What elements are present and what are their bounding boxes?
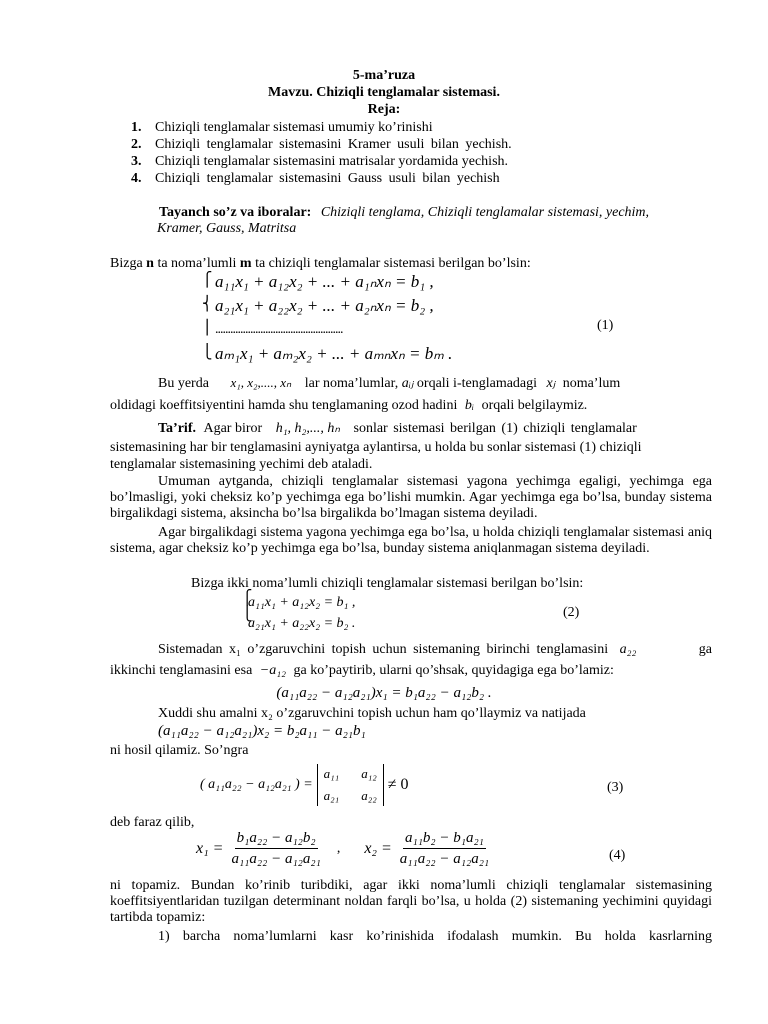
keywords-label: Tayanch so’z va iboralar: xyxy=(159,205,312,220)
text: Agar biror xyxy=(203,421,263,436)
plan-item xyxy=(131,120,433,136)
intro-n: n xyxy=(146,256,154,271)
solution-values: h₁, h₂,..., hₙ xyxy=(275,421,340,436)
plan-item-number: 3. xyxy=(131,154,142,169)
paragraph-notation xyxy=(158,375,620,392)
text: ikkinchi tenglamasini esa xyxy=(110,663,253,678)
text: Bu yerda xyxy=(158,376,209,391)
cramer-formulas xyxy=(196,830,491,867)
text: Sistemadan x₁ o’zgaruvchini topish uchun sistemaning birinchi tenglamasini xyxy=(158,642,609,657)
cramer-x1-denominator: a₁₁a₂₂ − a₁₂a₂₁ xyxy=(231,851,321,867)
definition-line3: tenglamalar sistemasining yechimi deb ataladi. xyxy=(110,457,373,472)
keywords xyxy=(159,205,649,221)
system2-row: a₂₁x₁ + a₂₂x₂ = b₂ . xyxy=(248,616,356,631)
var-xj: xⱼ xyxy=(546,376,556,391)
cramer-x1-label: x₁ = xyxy=(196,839,224,857)
paragraph-similarly: Xuddi shu amalni x₂ o’zgaruvchini topish uchun ham qo’llaymiz va natijada xyxy=(158,706,586,721)
lecture-topic: Mavzu. Chiziqli tenglamalar sistemasi. xyxy=(268,85,500,100)
cramer-x1-numerator: b₁a₂₂ − a₁₂b₂ xyxy=(235,830,318,849)
plan-item-number: 2. xyxy=(131,137,142,152)
cramer-x2-label: x₂ = xyxy=(364,839,392,857)
keywords-list: Chiziqli tenglama, Chiziqli tenglamalar sistemasi, yechim, xyxy=(320,205,650,220)
text: orqali i-tenglamadagi xyxy=(416,376,538,391)
system1-brace: ⎧ ⎨ ⎪ ⎩ xyxy=(202,272,213,360)
system1-row: a₁₁x₁ + a₁₂x₂ + ... + a₁ₙxₙ = b₁ , xyxy=(215,272,434,291)
determinant-condition xyxy=(200,764,409,806)
intro-text: ta chiziqli tenglamalar sistemasi berilgan bo’lsin: xyxy=(255,256,531,271)
coef-aij: aᵢⱼ xyxy=(401,376,414,391)
equation-number: (4) xyxy=(609,848,626,863)
matrix-cell: a₂₁ xyxy=(323,788,340,803)
system1-row: aₘ₁x₁ + aₘ₂x₂ + ... + aₘₙxₙ = bₘ . xyxy=(215,344,453,363)
two-variable-intro: Bizga ikki noma’lumli chiziqli tenglamalar sistemasi berilgan bo’lsin: xyxy=(191,576,584,591)
text: noma’lum xyxy=(562,376,621,391)
system1-row: ................................................... xyxy=(215,322,343,337)
plan-item-number: 1. xyxy=(131,120,142,135)
plan-item xyxy=(131,171,500,187)
plan-item-text: Chiziqli tenglamalar sistemasini Gauss usuli bilan yechish xyxy=(155,171,500,186)
equation-x1: (a₁₁a₂₂ − a₁₂a₂₁)x₁ = b₁a₂₂ − a₁₂b₂ . xyxy=(276,685,492,701)
paragraph-consistent: Agar birgalikdagi sistema yagona yechimga ega bo’lsa, u holda chiziqli tenglamalar sistemasi aniq sistema, agar cheksiz ko’p yechimga ega bo’lsa, bunday sistema aniqlanmagan sistema deyiladi. xyxy=(110,525,712,556)
plan-item-text: Chiziqli tenglamalar sistemasi umumiy ko’rinishi xyxy=(155,120,433,135)
paragraph-then: ni hosil qilamiz. So’ngra xyxy=(110,743,249,758)
plan-item xyxy=(131,154,509,170)
intro-sentence xyxy=(110,256,531,272)
intro-text: Bizga xyxy=(110,256,143,271)
coef-a22: a₂₂ xyxy=(619,642,637,657)
coef-minus-a12: −a₁₂ xyxy=(259,663,286,678)
paragraph-conclusion: ni topamiz. Bundan ko’rinib turibdiki, agar ikki noma’lumli chiziqli tenglamalar sistemasining koeffitsiyentlaridan tuzilgan determinant noldan farqli bo’lsa, u holda (2) sistemaning yechimini quyidagi tartibda topamiz: xyxy=(110,878,712,925)
lecture-number: 5-ma’ruza xyxy=(352,68,416,83)
paragraph-assume: deb faraz qilib, xyxy=(110,815,195,830)
equation-number: (1) xyxy=(597,318,614,333)
determinant-rhs: ≠ 0 xyxy=(387,776,409,793)
determinant-matrix xyxy=(317,764,384,806)
text: ga ko’paytirib, ularni qo’shsak, quyidagiga ega bo’lamiz: xyxy=(293,663,614,678)
matrix-cell: a₂₂ xyxy=(361,788,377,803)
definition-label: Ta’rif. xyxy=(158,421,196,436)
keywords-list-continued: Kramer, Gauss, Matritsa xyxy=(157,221,297,236)
definition-line2: sistemasining har bir tenglamasini ayniyatga aylantirsa, u holda bu sonlar sistemasi (1) chiziqli xyxy=(110,440,642,455)
matrix-cell: a₁₁ xyxy=(323,766,340,781)
equation-number: (2) xyxy=(563,605,580,620)
intro-text: ta noma’lumli xyxy=(157,256,237,271)
plan-item-number: 4. xyxy=(131,171,142,186)
text: orqali belgilaymiz. xyxy=(481,398,588,413)
system1-row: a₂₁x₁ + a₂₂x₂ + ... + a₂ₙxₙ = b₂ , xyxy=(215,296,434,315)
cramer-x1-fraction xyxy=(229,830,322,867)
variables: x₁, x₂,...., xₙ xyxy=(230,375,292,390)
free-term-bi: bᵢ xyxy=(464,398,475,413)
text: ga xyxy=(698,642,712,657)
paragraph-elimination-line2 xyxy=(110,663,614,679)
text: sonlar sistemasi berilgan (1) chiziqli tenglamalar xyxy=(353,421,637,436)
plan-item-text: Chiziqli tenglamalar sistemasini matrisalar yordamida yechish. xyxy=(155,154,509,169)
determinant-lhs: ( a₁₁a₂₂ − a₁₂a₂₁ ) = xyxy=(200,777,313,792)
equation-x2: (a₁₁a₂₂ − a₁₂a₂₁)x₂ = b₂a₁₁ − a₂₁b₁ xyxy=(158,723,366,739)
plan-title: Reja: xyxy=(367,102,401,117)
cramer-x2-numerator: a₁₁b₂ − b₁a₂₁ xyxy=(403,830,486,849)
list-item-1: 1) barcha noma’lumlarni kasr ko’rinishida ifodalash mumkin. Bu holda kasrlarning xyxy=(158,929,712,944)
system2-row: a₁₁x₁ + a₁₂x₂ = b₁ , xyxy=(248,595,356,610)
text: lar noma’lumlar, xyxy=(304,376,399,391)
system2-brace: ⎧ ⎩ xyxy=(242,590,253,622)
plan-item xyxy=(131,137,512,153)
paragraph-general: Umuman aytganda, chiziqli tenglamalar sistemasi yagona yechimga egaligi, yechimga ega bo’lmasligi, yoki cheksiz ko’p yechimga ega bo’lishi mumkin. Agar yechimga ega bo’lsa, bunday sistema birgalikdagi sistema, aksincha bo’lsa birgalikda bo’lmagan sistema deyiladi. xyxy=(110,474,712,521)
separator: , xyxy=(336,840,341,856)
cramer-x2-fraction xyxy=(398,830,491,867)
equation-number: (3) xyxy=(607,780,624,795)
cramer-x2-denominator: a₁₁a₂₂ − a₁₂a₂₁ xyxy=(399,851,490,867)
matrix-cell: a₁₂ xyxy=(361,766,377,781)
intro-m: m xyxy=(239,256,252,271)
paragraph-elimination xyxy=(158,642,712,658)
paragraph-notation-line2 xyxy=(110,398,587,414)
plan-item-text: Chiziqli tenglamalar sistemasini Kramer usuli bilan yechish. xyxy=(155,137,512,152)
text: oldidagi koeffitsiyentini hamda shu tenglamaning ozod hadini xyxy=(110,398,458,413)
definition-line1 xyxy=(158,421,712,437)
